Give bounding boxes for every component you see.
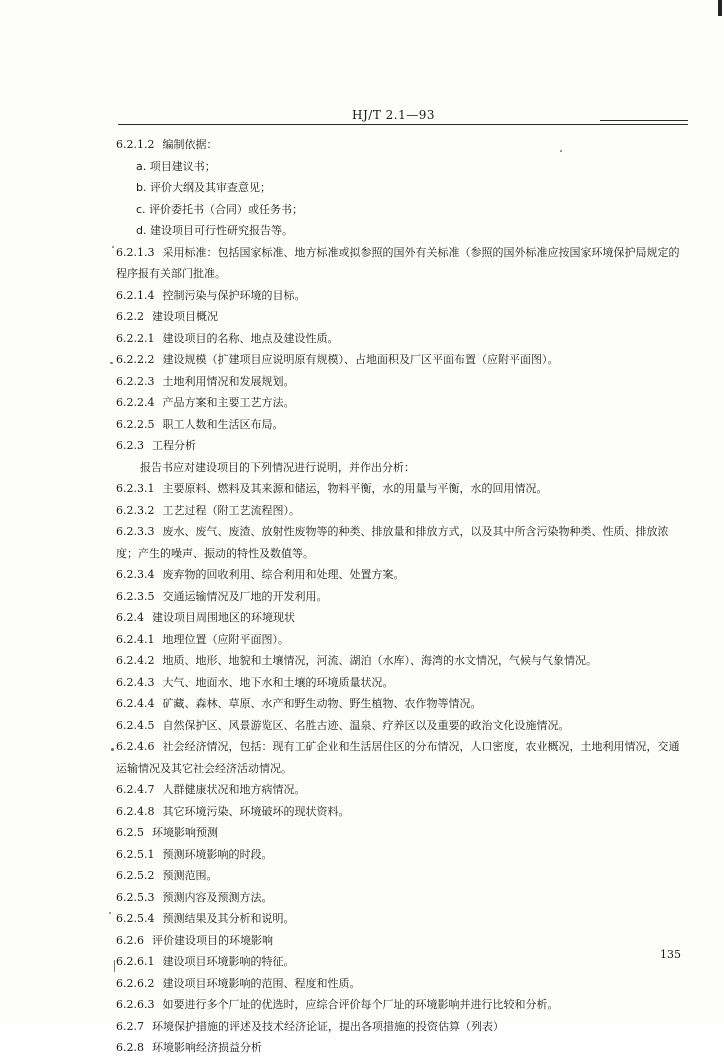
- clause-6-2-4-1: [116, 629, 690, 651]
- clause-6-2-3-4: [116, 564, 690, 586]
- clause-6-2-6-2: [116, 973, 690, 995]
- clause-text: 建设项目环境影响的特征。: [162, 955, 295, 968]
- scan-speck: [109, 912, 111, 914]
- clause-text: 建设项目概况: [152, 310, 218, 323]
- clause-number: 6.2.4.4: [116, 697, 155, 710]
- list-item: b. 评价大纲及其审查意见；: [136, 181, 271, 194]
- document-body: [116, 134, 690, 1059]
- header-rule: [118, 124, 688, 125]
- clause-number: 6.2.3.1: [116, 482, 155, 495]
- clause-number: 6.2.4: [116, 611, 144, 624]
- clause-text: 矿藏、森林、草原、水产和野生动物、野生植物、农作物等情况。: [162, 697, 482, 710]
- clause-6-2-5-1: [116, 844, 690, 866]
- clause-number: 6.2.4.1: [116, 632, 155, 646]
- clause-text: 人群健康状况和地方病情况。: [162, 783, 306, 796]
- clause-text: 预测范围。: [162, 869, 218, 882]
- clause-text: 社会经济情况，包括：现有工矿企业和生活居住区的分布情况，人口密度，农业概况，土地利用情况，交通运输情况及其它社会经济活动情况。: [116, 740, 680, 775]
- clause-number: 6.2.6.1: [116, 955, 155, 968]
- clause-6-2-3-5: [116, 586, 690, 608]
- scan-speck: [114, 960, 115, 972]
- clause-text: 其它环境污染、环境破坏的现状资料。: [162, 804, 350, 818]
- clause-number: 6.2.2.3: [116, 374, 155, 388]
- clause-number: 6.2.1.4: [116, 288, 155, 302]
- scan-speck: [110, 362, 113, 364]
- clause-number: 6.2.6.2: [116, 976, 155, 990]
- clause-text: 预测环境影响的时段。: [162, 847, 273, 861]
- clause-number: 6.2.5: [116, 826, 144, 839]
- clause-6-2-3: [116, 435, 690, 457]
- clause-text: 产品方案和主要工艺方法。: [162, 396, 295, 409]
- clause-number: 6.2.4.6: [116, 740, 155, 753]
- clause-text: 环境影响预测: [152, 826, 218, 839]
- clause-number: 6.2.2.4: [116, 396, 155, 409]
- clause-number: 6.2.2.1: [116, 331, 155, 345]
- clause-6-2-3-2: [116, 500, 690, 522]
- standard-code-header: HJ/T 2.1—93: [352, 108, 435, 122]
- clause-text: 建设项目环境影响的范围、程度和性质。: [162, 976, 361, 990]
- clause-6-2-2-3: [116, 371, 690, 393]
- clause-text: 预测结果及其分析和说明。: [162, 912, 295, 925]
- clause-number: 6.2.4.2: [116, 654, 155, 667]
- clause-text: 环境影响经济损益分析: [152, 1041, 262, 1054]
- clause-6-2-4-6: [116, 736, 690, 779]
- list-item: c. 评价委托书（合同）或任务书；: [136, 202, 304, 216]
- clause-6-2-6: [116, 930, 690, 952]
- clause-text: 废水、废气、废渣、放射性废物等的种类、排放量和排放方式，以及其中所含污染物种类、性质、排放浓度；产生的噪声、振动的特性及数值等。: [116, 525, 669, 560]
- clause-6-2-2-1: [116, 328, 690, 350]
- clause-number: 6.2.2: [116, 310, 144, 323]
- clause-number: 6.2.2.5: [116, 417, 155, 431]
- list-item: d. 建设项目可行性研究报告等。: [136, 224, 293, 237]
- clause-number: 6.2.4.5: [116, 718, 155, 732]
- clause-number: 6.2.1.2: [116, 138, 155, 151]
- clause-6-2-8: [116, 1037, 690, 1059]
- clause-6-2-5-2: [116, 865, 690, 887]
- clause-text: 大气、地面水、地下水和土壤的环境质量状况。: [162, 675, 394, 689]
- clause-number: 6.2.3: [116, 439, 144, 452]
- scan-speck: [560, 150, 562, 152]
- clause-number: 6.2.3.4: [116, 568, 155, 581]
- clause-6-2-6-1: [116, 951, 690, 973]
- clause-6-2-1-3: [116, 242, 690, 285]
- clause-text: 评价建设项目的环境影响: [152, 933, 273, 947]
- clause-number: 6.2.8: [116, 1041, 144, 1054]
- clause-text: 如要进行多个厂址的优选时，应综合评价每个厂址的环境影响并进行比较和分析。: [162, 998, 559, 1011]
- clause-text: 建设项目的名称、地点及建设性质。: [162, 331, 339, 345]
- clause-number: 6.2.6.3: [116, 998, 155, 1011]
- clause-number: 6.2.1.3: [116, 245, 155, 259]
- clause-text: 建设规模（扩建项目应说明原有规模）、占地面积及厂区平面布置（应附平面图）。: [162, 353, 559, 366]
- clause-text: 主要原料、燃料及其来源和储运，物料平衡，水的用量与平衡，水的回用情况。: [162, 482, 548, 495]
- clause-number: 6.2.4.8: [116, 804, 155, 818]
- clause-number: 6.2.6: [116, 933, 144, 947]
- clause-6-2-1-2: [116, 134, 690, 156]
- clause-6-2-3-3: [116, 521, 690, 564]
- clause-number: 6.2.3.3: [116, 525, 155, 538]
- clause-number: 6.2.5.3: [116, 890, 155, 904]
- scan-edge-mark: [718, 0, 722, 16]
- clause-number: 6.2.7: [116, 1019, 144, 1033]
- clause-number: 6.2.3.2: [116, 503, 155, 517]
- clause-text: 工程分析: [152, 439, 196, 452]
- clause-number: 6.2.4.3: [116, 675, 155, 689]
- clause-6-2-2-2: [116, 349, 690, 371]
- clause-number: 6.2.5.1: [116, 847, 155, 861]
- clause-number: 6.2.3.5: [116, 589, 155, 603]
- clause-number: 6.2.5.4: [116, 912, 155, 925]
- clause-number: 6.2.4.7: [116, 783, 155, 796]
- clause-text: 环境保护措施的评述及技术经济论证，提出各项措施的投资估算（列表）: [152, 1019, 504, 1033]
- clause-6-2-4-5: [116, 715, 690, 737]
- clause-6-2-6-3: [116, 994, 690, 1016]
- clause-text: 预测内容及预测方法。: [162, 890, 273, 904]
- clause-number: 6.2.2.2: [116, 353, 155, 366]
- clause-6-2-4-4: [116, 693, 690, 715]
- clause-text: 交通运输情况及厂地的开发利用。: [162, 589, 328, 603]
- clause-text: 建设项目周围地区的环境现状: [152, 611, 295, 624]
- clause-text: 地理位置（应附平面图）。: [162, 632, 289, 646]
- clause-text: 编制依据：: [162, 138, 218, 151]
- clause-6-2-4-3: [116, 672, 690, 694]
- clause-6-2-4: [116, 607, 690, 629]
- clause-text: 废弃物的回收利用、综合利用和处理、处置方案。: [162, 568, 405, 581]
- clause-6-2-1-4: [116, 285, 690, 307]
- scan-speck: [111, 748, 114, 751]
- scan-speck: [112, 246, 114, 248]
- clause-6-2-5-3: [116, 887, 690, 909]
- clause-text: 采用标准：包括国家标准、地方标准或拟参照的国外有关标准（参照的国外标准应按国家环境保护局规定的程序报有关部门批准。: [116, 245, 680, 280]
- clause-6-2-5-4: [116, 908, 690, 930]
- list-item: a. 项目建议书；: [136, 159, 216, 173]
- clause-6-2-3-1: [116, 478, 690, 500]
- page-number: 135: [660, 948, 681, 961]
- header-rule-accent: [600, 120, 688, 121]
- paragraph: 报告书应对建设项目的下列情况进行说明，并作出分析：: [140, 460, 415, 474]
- clause-6-2-5: [116, 822, 690, 844]
- clause-text: 职工人数和生活区布局。: [162, 417, 284, 431]
- clause-6-2-2: [116, 306, 690, 328]
- clause-text: 土地利用情况和发展规划。: [162, 374, 295, 388]
- clause-text: 控制污染与保护环境的目标。: [162, 288, 306, 302]
- clause-6-2-4-8: [116, 801, 690, 823]
- clause-6-2-4-2: [116, 650, 690, 672]
- clause-text: 自然保护区、风景游览区、名胜古迹、温泉、疗养区以及重要的政治文化设施情况。: [162, 718, 570, 732]
- clause-6-2-2-5: [116, 414, 690, 436]
- clause-text: 工艺过程（附工艺流程图）。: [162, 503, 300, 517]
- clause-number: 6.2.5.2: [116, 869, 155, 882]
- clause-6-2-2-4: [116, 392, 690, 414]
- clause-6-2-7: [116, 1016, 690, 1038]
- clause-text: 地质、地形、地貌和土壤情况，河流、湖泊（水库）、海湾的水文情况，气候与气象情况。: [162, 654, 597, 667]
- clause-6-2-4-7: [116, 779, 690, 801]
